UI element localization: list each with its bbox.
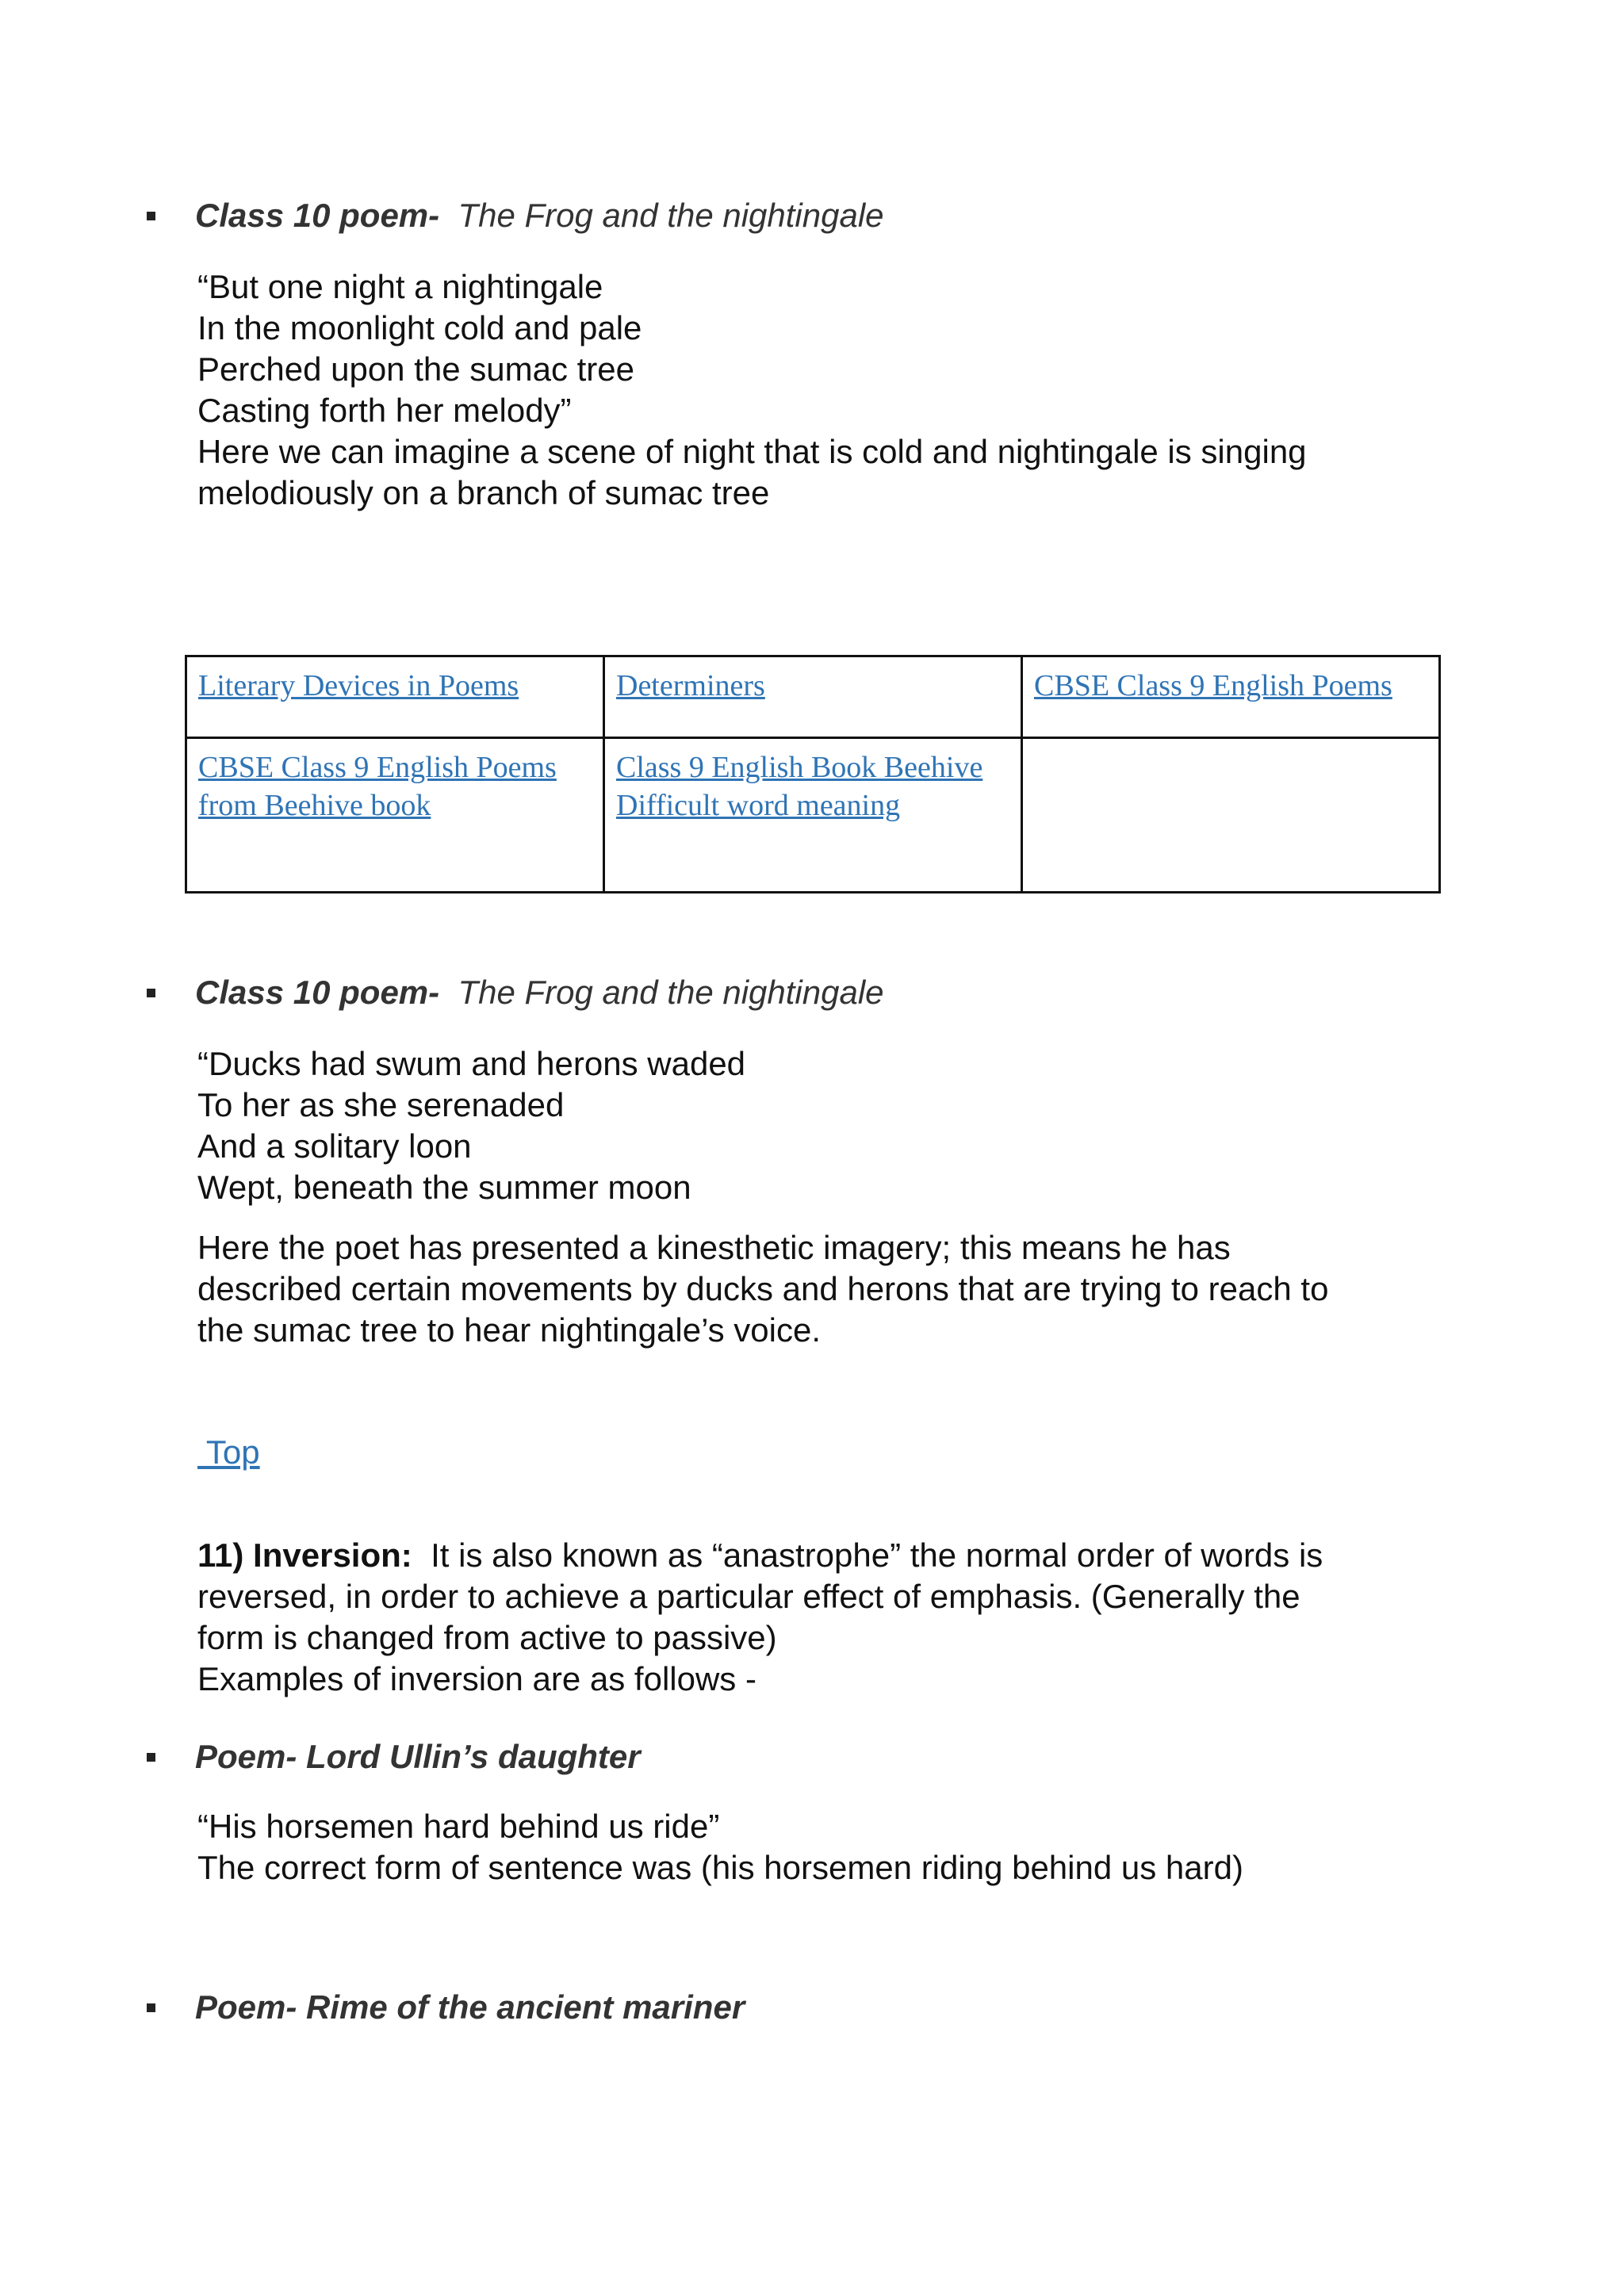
poem-line: “Ducks had swum and herons waded xyxy=(197,1045,746,1082)
explanation-line: Here the poet has presented a kinesthetic imagery; this means he has xyxy=(197,1229,1231,1266)
link-literary-devices[interactable]: Literary Devices in Poems xyxy=(198,669,519,702)
poem-line: Casting forth her melody” xyxy=(197,392,572,429)
heading-poem-title: The Frog and the nightingale xyxy=(458,197,884,234)
bullet-item-lord-ullin xyxy=(147,1736,641,1777)
heading-bold-label: Class 10 poem- xyxy=(195,197,440,234)
heading-poem-title: The Frog and the nightingale xyxy=(458,974,884,1011)
inversion-line xyxy=(197,1535,1434,1576)
section-heading xyxy=(195,1738,641,1776)
square-bullet-icon xyxy=(147,212,155,220)
poem-line: “His horsemen hard behind us ride” xyxy=(197,1808,720,1845)
explanation-paragraph xyxy=(197,1227,1434,1351)
section-heading xyxy=(195,1988,745,2026)
poem-line: Perched upon the sumac tree xyxy=(197,350,635,388)
poem-line: In the moonlight cold and pale xyxy=(197,309,642,346)
inversion-label: 11) Inversion: xyxy=(197,1536,412,1574)
table-cell xyxy=(604,656,1022,738)
section-heading xyxy=(195,974,884,1012)
poem-line: And a solitary loon xyxy=(197,1127,472,1165)
related-links-table xyxy=(185,655,1441,894)
link-cbse-class9-beehive-poems[interactable]: CBSE Class 9 English Poems from Beehive book xyxy=(198,751,557,822)
poem-line: To her as she serenaded xyxy=(197,1086,565,1123)
table-cell xyxy=(186,656,604,738)
inversion-line: form is changed from active to passive) xyxy=(197,1619,777,1656)
explanation-line: the sumac tree to hear nightingale’s voice. xyxy=(197,1311,822,1349)
link-cbse-class9-poems[interactable]: CBSE Class 9 English Poems xyxy=(1034,669,1392,702)
bullet-item-frog-nightingale-2 xyxy=(147,972,884,1013)
explanation-line: described certain movements by ducks and herons that are trying to reach to xyxy=(197,1270,1329,1307)
square-bullet-icon xyxy=(147,989,155,997)
poem-excerpt-1 xyxy=(197,266,1434,514)
explanation-line: melodiously on a branch of sumac tree xyxy=(197,474,770,511)
inversion-line: Examples of inversion are as follows - xyxy=(197,1660,756,1697)
square-bullet-icon xyxy=(147,2003,155,2012)
link-beehive-word-meaning[interactable]: Class 9 English Book Beehive Difficult word meaning xyxy=(616,751,983,822)
heading-bold-label: Class 10 poem- xyxy=(195,974,440,1011)
section-heading xyxy=(195,197,884,235)
table-cell xyxy=(604,738,1022,893)
explanation-line: Here we can imagine a scene of night that is cold and nightingale is singing xyxy=(197,433,1307,470)
bullet-item-frog-nightingale-1 xyxy=(147,195,884,236)
poem-excerpt-3 xyxy=(197,1806,1434,1888)
bullet-item-ancient-mariner xyxy=(147,1987,745,2028)
explanation-line: The correct form of sentence was (his horsemen riding behind us hard) xyxy=(197,1849,1243,1886)
table-row xyxy=(186,656,1440,738)
table-cell xyxy=(1022,656,1440,738)
poem-line: “But one night a nightingale xyxy=(197,268,603,305)
table-cell-empty xyxy=(1022,738,1440,893)
inversion-text: It is also known as “anastrophe” the normal order of words is xyxy=(431,1536,1323,1574)
poem-excerpt-2 xyxy=(197,1043,1434,1208)
top-link[interactable]: Top xyxy=(197,1433,260,1471)
inversion-paragraph xyxy=(197,1535,1434,1700)
heading-poem-title: Poem- Lord Ullin’s daughter xyxy=(195,1738,641,1775)
table-row xyxy=(186,738,1440,893)
square-bullet-icon xyxy=(147,1753,155,1762)
heading-poem-title: Poem- Rime of the ancient mariner xyxy=(195,1988,745,2026)
table-cell xyxy=(186,738,604,893)
link-determiners[interactable]: Determiners xyxy=(616,669,765,702)
poem-line: Wept, beneath the summer moon xyxy=(197,1169,691,1206)
inversion-line: reversed, in order to achieve a particular effect of emphasis. (Generally the xyxy=(197,1578,1300,1615)
